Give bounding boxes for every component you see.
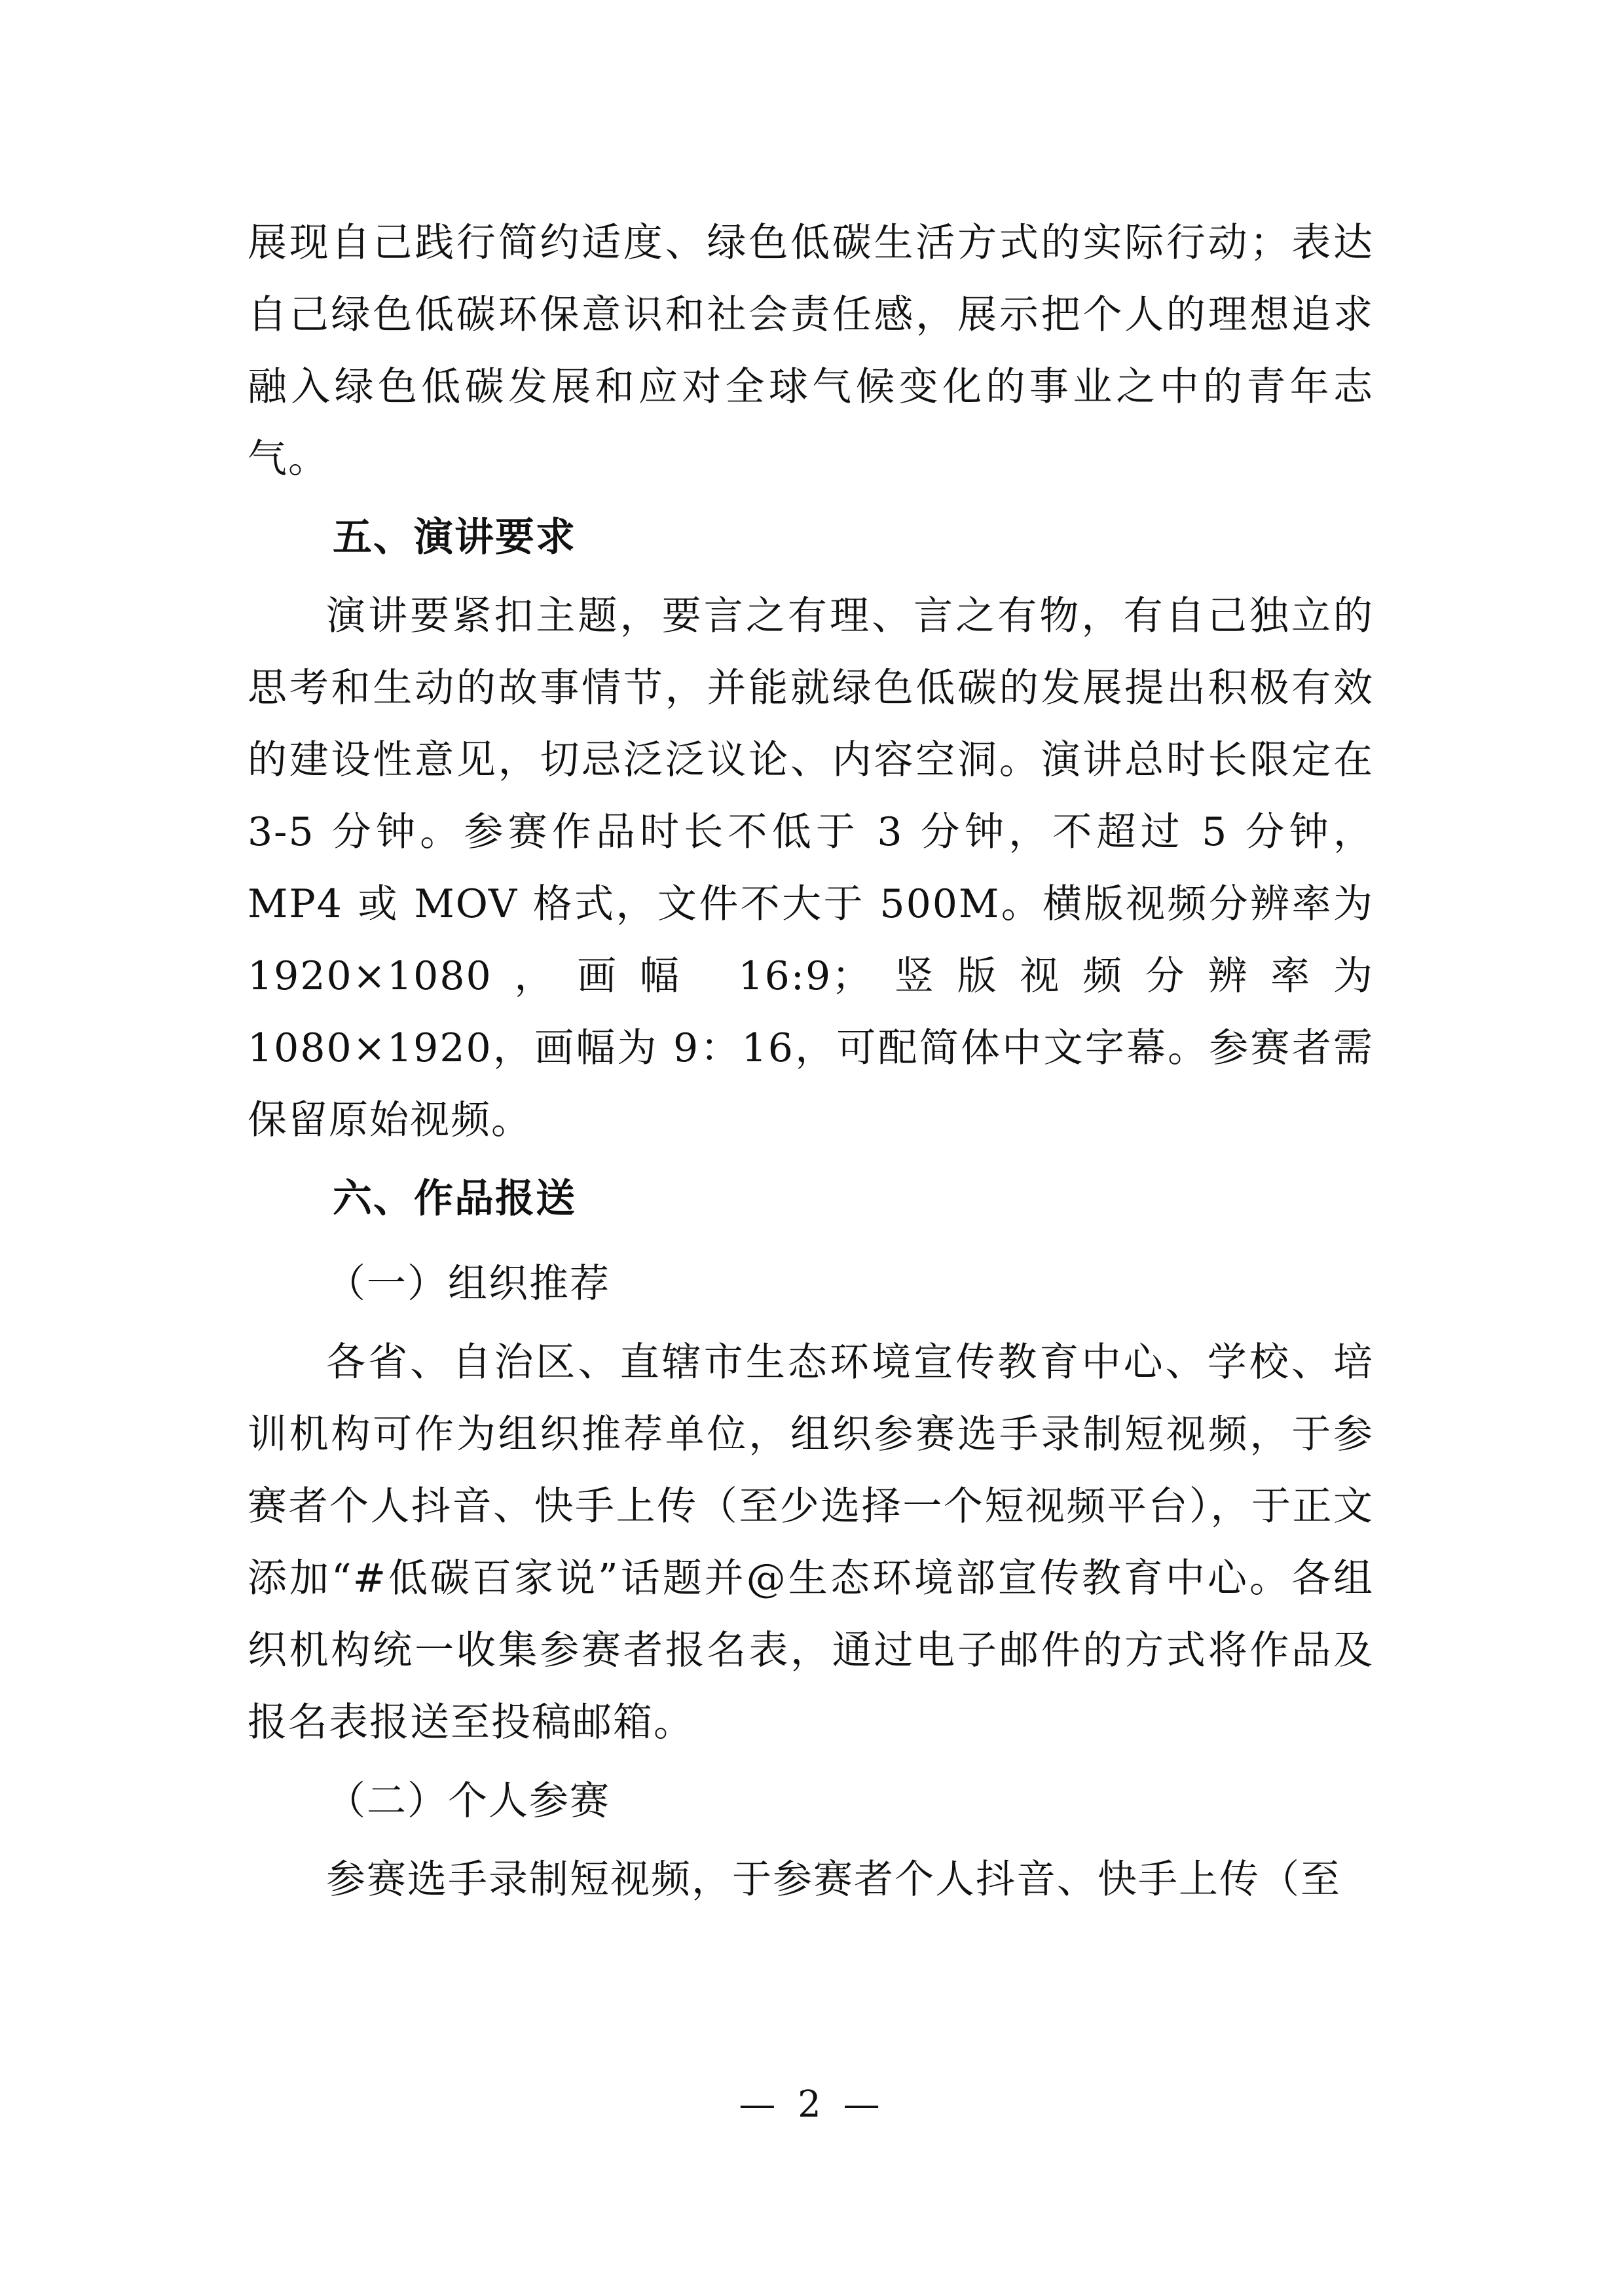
section-6-sub2-paragraph: 参赛选手录制短视频，于参赛者个人抖音、快手上传（至: [326, 1857, 1341, 1903]
section-5-heading: 五、演讲要求: [333, 515, 576, 560]
section-6-sub1-paragraph: 各省、自治区、直辖市生态环境宣传教育中心、学校、培训机构可作为组织推荐单位，组织参赛选手录制短视频，于参赛者个人抖音、快手上传（至少选择一个短视频平台），于正文添加“#低碳百家说”话题并@生态环境部宣传教育中心。各组织机构统一收集参赛者报名表，通过电子邮件的方式将作品及报名表报送至投稿邮箱。: [248, 1339, 1374, 1745]
section-6-sub2-heading: （二）个人参赛: [326, 1778, 610, 1824]
section-5-paragraph: 演讲要紧扣主题，要言之有理、言之有物，有自己独立的思考和生动的故事情节，并能就绿色低碳的发展提出积极有效的建设性意见，切忌泛泛议论、内容空洞。演讲总时长限定在 3-5 分钟。参赛作品时长不低于 3 分钟，不超过 5 分钟，MP4 或 MOV 格式，文件不大于 500M。横版视频分辨率为 1920×1080，画幅 16:9；竖版视频分辨率为 1080×1920，画幅为 9：16，可配简体中文字幕。参赛者需保留原始视频。: [248, 593, 1374, 1143]
document-body: [248, 207, 1374, 1916]
page-number: — 2 —: [739, 2083, 885, 2126]
intro-paragraph: 展现自己践行简约适度、绿色低碳生活方式的实际行动；表达自己绿色低碳环保意识和社会责任感，展示把个人的理想追求融入绿色低碳发展和应对全球气候变化的事业之中的青年志气。: [248, 220, 1374, 482]
section-6-sub1-heading: （一）组织推荐: [326, 1261, 610, 1307]
section-6-heading: 六、作品报送: [333, 1176, 576, 1222]
